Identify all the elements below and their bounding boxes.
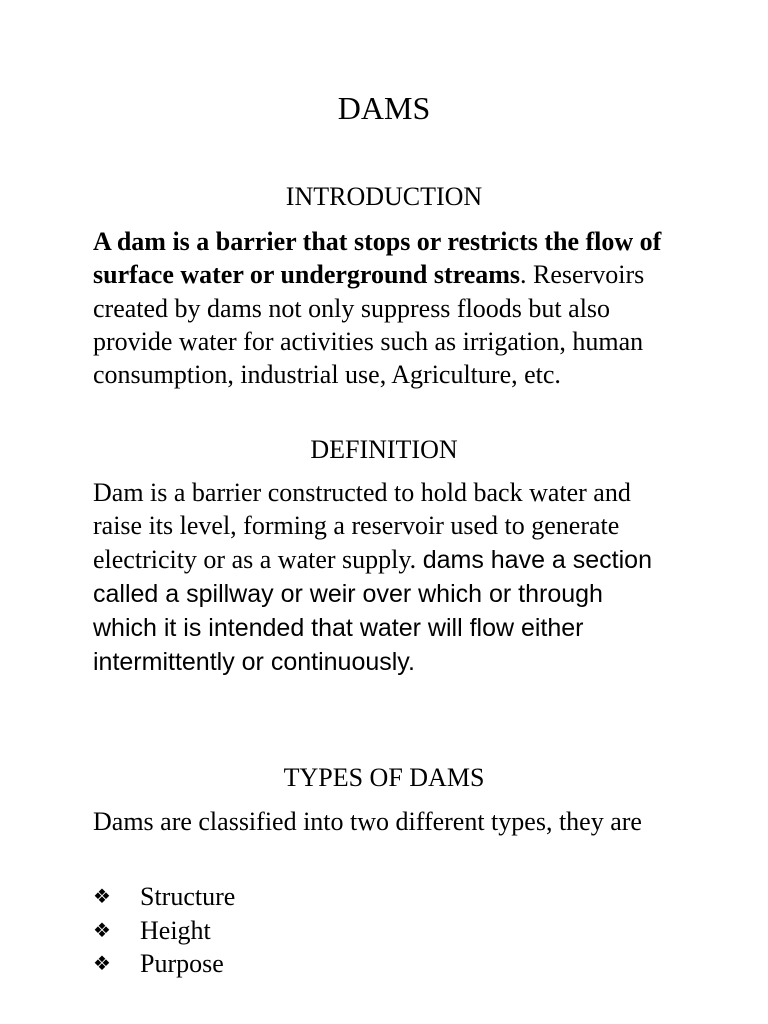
definition-heading: DEFINITION: [310, 435, 458, 464]
types-heading: TYPES OF DAMS: [283, 763, 485, 792]
definition-serif-text: Dam is a barrier constructed to hold back water and raise its level, forming a reservoir used to generate electricity or as a water supply.: [93, 478, 631, 574]
list-item: [93, 880, 235, 914]
list-item: [93, 947, 235, 981]
introduction-paragraph: [93, 225, 673, 391]
introduction-heading: INTRODUCTION: [285, 182, 483, 211]
diamond-bullet-icon: ❖: [93, 951, 111, 975]
definition-paragraph: [93, 476, 673, 680]
diamond-bullet-icon: ❖: [93, 884, 111, 908]
introduction-text: . Reservoirs created by dams not only suppress floods but also provide water for activities such as irrigation, human consumption, industrial use, Agriculture, etc.: [93, 260, 645, 390]
introduction-bold-text: A dam is a barrier that stops or restricts the flow of surface water or underground streams: [93, 227, 662, 290]
list-item-label: Purpose: [140, 949, 224, 978]
types-paragraph: Dams are classified into two different types, they are: [93, 807, 642, 836]
definition-sans-text: dams have a section called a spillway or weir over which or through which it is intended that water will flow either intermittently or continuously.: [93, 545, 652, 677]
diamond-bullet-icon: ❖: [93, 917, 111, 942]
list-item: [93, 914, 235, 948]
types-list: [93, 880, 235, 981]
list-item-label: Height: [140, 915, 211, 945]
list-item-label: Structure: [140, 882, 236, 911]
document-title: DAMS: [337, 90, 431, 126]
